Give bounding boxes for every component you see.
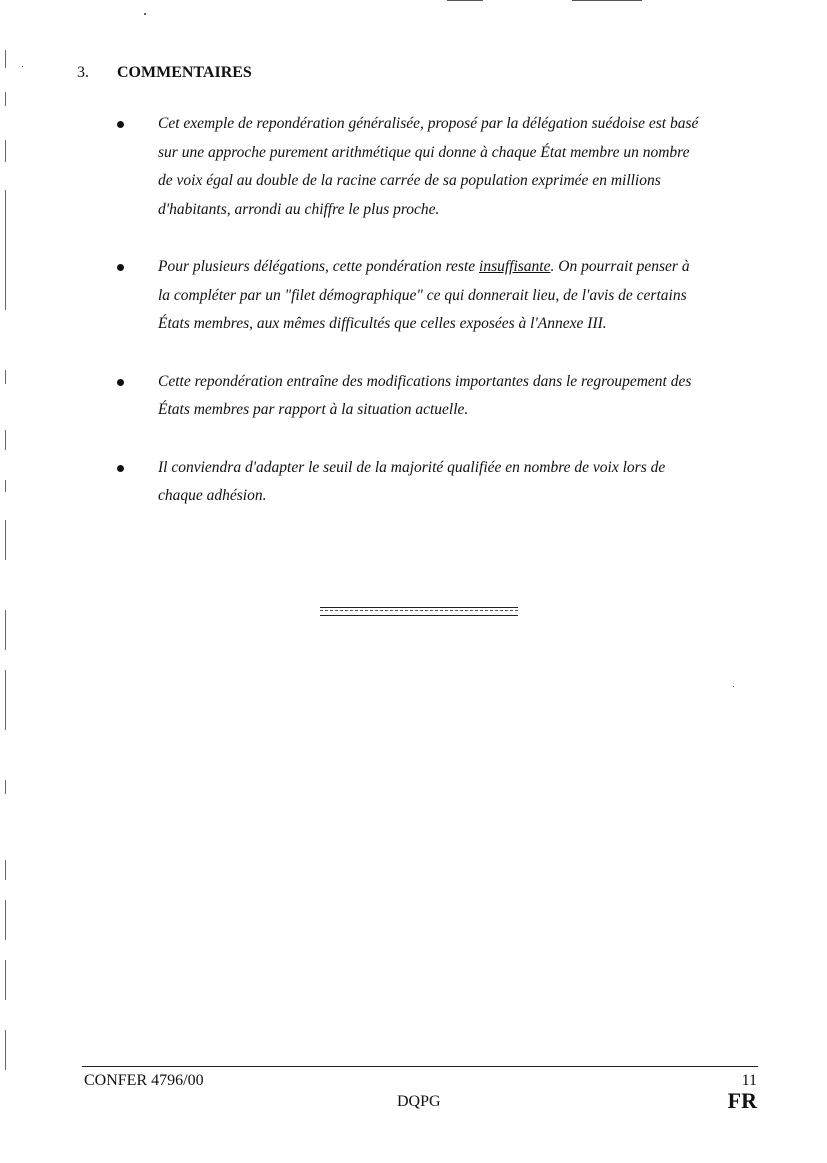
- page-number: 11: [741, 1072, 757, 1089]
- scan-edge-mark: [5, 610, 6, 650]
- scan-edge-mark: [5, 780, 6, 794]
- section-number: 3.: [77, 64, 89, 81]
- scan-edge-mark: [5, 960, 6, 1000]
- scan-edge-mark: [5, 670, 6, 730]
- bullet-text-line: Il conviendra d'adapter le seuil de la majorité qualifiée en nombre de voix lors de: [158, 458, 666, 476]
- bullet-text-segment: . On pourrait penser à: [550, 258, 690, 275]
- scan-edge-mark: [5, 520, 6, 560]
- scan-edge-mark: [5, 92, 6, 106]
- scan-speck: [144, 13, 146, 15]
- scan-edge-mark: [5, 370, 6, 384]
- bullet-text-line: sur une approche purement arithmétique qui donne à chaque État membre un nombre: [158, 143, 690, 161]
- list-item: [117, 253, 747, 339]
- section-title: COMMENTAIRES: [117, 64, 252, 81]
- footer-rule: [82, 1066, 758, 1067]
- bullet-icon: [117, 121, 124, 128]
- scan-speck: [22, 66, 23, 67]
- bullet-text-line: la compléter par un "filet démographique" ce qui donnerait lieu, de l'avis de certains: [158, 286, 687, 304]
- scan-edge-mark: [5, 140, 6, 162]
- list-item: [117, 454, 747, 511]
- bullet-text-line: Cet exemple de repondération généralisée, proposé par la délégation suédoise est basé: [158, 115, 699, 132]
- emphasized-word: insuffisante: [479, 258, 551, 275]
- section-heading: [77, 64, 252, 82]
- bullet-text-line: États membres, aux mêmes difficultés que celles exposées à l'Annexe III.: [158, 315, 607, 332]
- bullet-text-line: chaque adhésion.: [158, 487, 267, 504]
- comments-list: [117, 110, 747, 511]
- bullet-icon: [117, 379, 124, 386]
- scan-edge-mark: [5, 900, 6, 940]
- bullet-icon: [117, 264, 124, 271]
- bullet-text-segment: Pour plusieurs délégations, cette pondération reste: [158, 258, 480, 275]
- end-divider: [320, 607, 518, 616]
- language-code: FR: [727, 1088, 757, 1113]
- scan-edge-mark: [5, 430, 6, 450]
- bullet-text-line: d'habitants, arrondi au chiffre le plus proche.: [158, 200, 440, 218]
- document-reference: CONFER 4796/00: [84, 1072, 204, 1089]
- department-code: DQPG: [397, 1093, 441, 1110]
- bullet-text-line: [158, 253, 747, 282]
- list-item: [117, 110, 747, 224]
- bullet-text-line: Cette repondération entraîne des modifications importantes dans le regroupement des: [158, 372, 692, 390]
- bullet-text-line: États membres par rapport à la situation actuelle.: [158, 401, 469, 418]
- scan-speck: [733, 686, 734, 687]
- scan-edge-mark: [5, 860, 6, 880]
- scan-edge-mark: [5, 480, 6, 492]
- scan-edge-mark: [5, 1030, 6, 1070]
- scan-artifact-line: [447, 0, 483, 1]
- scan-artifact-line: [572, 0, 642, 1]
- scan-edge-mark: [5, 190, 6, 310]
- list-item: [117, 368, 747, 425]
- bullet-text-line: de voix égal au double de la racine carrée de sa population exprimée en millions: [158, 172, 661, 189]
- scan-edge-mark: [5, 50, 6, 68]
- bullet-icon: [117, 465, 124, 472]
